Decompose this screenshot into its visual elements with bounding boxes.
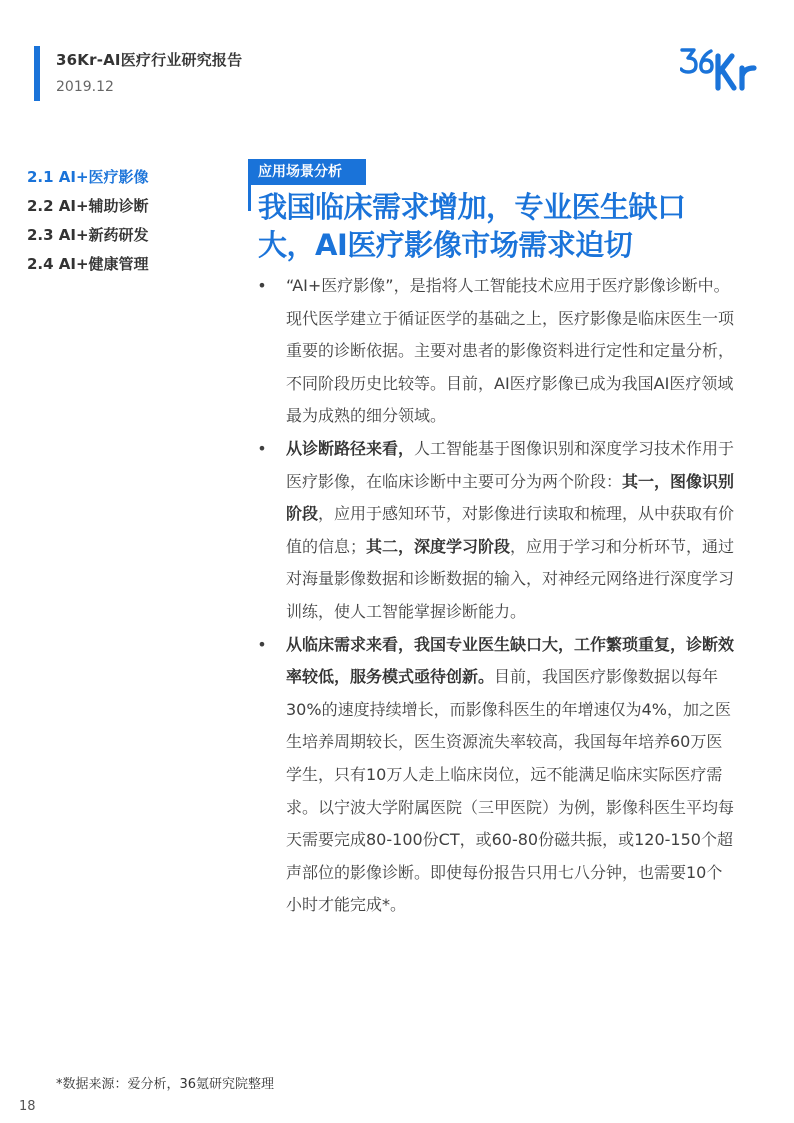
bullet-item: [256, 629, 736, 922]
bullet-bold-text: 其一，图像识别阶段: [286, 471, 735, 524]
toc-item-medical-imaging[interactable]: 2.1 AI+医疗影像: [27, 168, 149, 186]
report-title: 36Kr-AI医疗行业研究报告: [56, 51, 243, 69]
bullet-bold-text: 其二，深度学习阶段: [366, 536, 511, 556]
bullet-item: [256, 433, 736, 629]
toc-item-health-management[interactable]: 2.4 AI+健康管理: [27, 255, 149, 273]
toc-item-drug-discovery[interactable]: 2.3 AI+新药研发: [27, 226, 149, 244]
section-title: 我国临床需求增加，专业医生缺口大，AI医疗影像市场需求迫切: [258, 190, 686, 262]
bullet-marker: •: [257, 438, 267, 458]
bullet-text: “AI+医疗影像”，是指将人工智能技术应用于医疗影像诊断中。现代医学建立于循证医学的基础之上，医疗影像是临床医生一项重要的诊断依据。主要对患者的影像资料进行定性和定量分析，不同阶段历史比较等。目前，AI医疗影像已成为我国AI医疗领域最为成熟的细分领域。: [286, 276, 735, 426]
table-of-contents: [27, 166, 197, 282]
bullet-text: 人工智能基于图像识别和深度学习技术作用于医疗影像，在临床诊断中主要可分为两个阶段：: [286, 438, 735, 491]
logo-36kr: [680, 44, 770, 94]
bullet-text: 目前，我国医疗影像数据以每年30%的速度持续增长，而影像科医生的年增速仅为4%，加之医生培养周期较长，医生资源流失率较高，我国每年培养60万医学生，只有10万人走上临床岗位，远不能满足临床实际医疗需求。以宁波大学附属医院（三甲医院）为例，影像科医生平均每天需要完成80-100份CT，或60-80份磁共振，或120-150个超声部位的影像诊断。即使每份报告只用七八分钟，也需要10个小时才能完成*。: [286, 667, 735, 915]
data-source-note: *数据来源：爱分析，36氪研究院整理: [56, 1077, 275, 1092]
bullet-bold-text: 从临床需求来看，我国专业医生缺口大，工作繁琐重复，诊断效率较低，服务模式亟待创新。: [286, 634, 735, 687]
toc-item-assisted-diagnosis[interactable]: 2.2 AI+辅助诊断: [27, 197, 149, 215]
bullet-text: ，应用于感知环节，对影像进行读取和梳理，从中获取有价值的信息；: [286, 504, 735, 556]
report-date: 2019.12: [56, 79, 114, 95]
bullet-bold-text: 从诊断路径来看，: [286, 438, 415, 458]
page-number: 18: [19, 1099, 36, 1114]
section-tag: 应用场景分析: [248, 159, 366, 185]
bullet-list: [256, 270, 736, 922]
bullet-text: ，应用于学习和分析环节，通过对海量影像数据和诊断数据的输入，对神经元网络进行深度学习训练，使人工智能掌握诊断能力。: [286, 536, 735, 621]
bullet-marker: •: [257, 634, 267, 654]
bullet-item: [256, 270, 736, 433]
bullet-marker: •: [257, 276, 267, 295]
title-accent-bar: [248, 185, 251, 211]
header-accent-bar: [34, 46, 40, 101]
